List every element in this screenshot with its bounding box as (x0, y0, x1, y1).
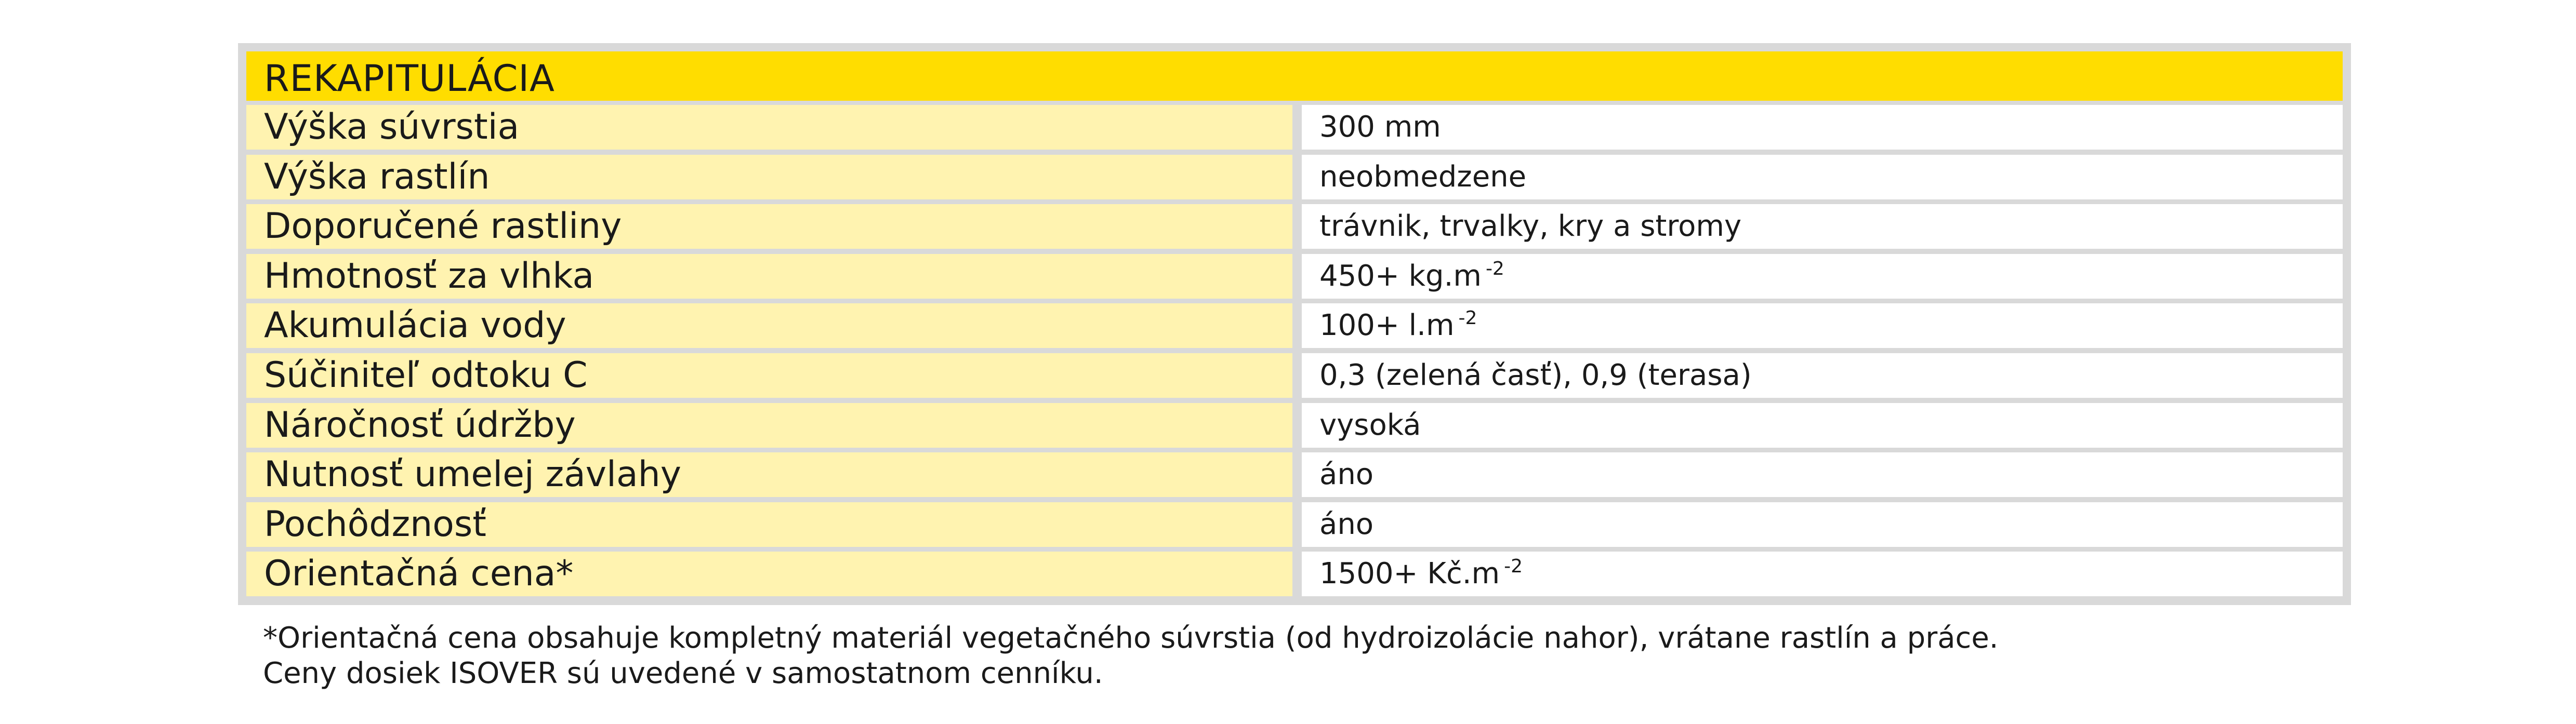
row-label: Výška súvrstia (246, 105, 1292, 150)
row-value (1302, 403, 2343, 448)
unit-exponent: -2 (1458, 307, 1477, 329)
row-value (1302, 105, 2343, 150)
row-label: Výška rastlín (246, 155, 1292, 199)
table-row (246, 155, 2343, 199)
table-row (246, 502, 2343, 547)
row-label: Súčiniteľ odtoku C (246, 353, 1292, 398)
row-label: Orientačná cena* (246, 552, 1292, 596)
row-value-text: 450+ kg.m (1319, 259, 1482, 293)
row-value (1302, 552, 2343, 596)
row-value (1302, 204, 2343, 249)
row-value (1302, 303, 2343, 348)
table-row (246, 105, 2343, 150)
unit-exponent: -2 (1485, 258, 1504, 279)
unit-exponent: -2 (1504, 556, 1523, 578)
row-value-text: 0,3 (zelená časť), 0,9 (terasa) (1319, 358, 1752, 392)
table-row (246, 254, 2343, 299)
row-value-text: áno (1319, 458, 1374, 492)
table-row (246, 353, 2343, 398)
row-value-text: 300 mm (1319, 110, 1441, 144)
row-label: Akumulácia vody (246, 303, 1292, 348)
recapitulation-table (238, 43, 2351, 605)
row-value (1302, 155, 2343, 199)
row-value-text: 1500+ Kč.m (1319, 557, 1500, 591)
row-value-text: 100+ l.m (1319, 309, 1455, 343)
row-value (1302, 353, 2343, 398)
table-row (246, 204, 2343, 249)
row-value (1302, 502, 2343, 547)
row-value (1302, 254, 2343, 299)
row-label: Náročnosť údržby (246, 403, 1292, 448)
row-label: Hmotnosť za vlhka (246, 254, 1292, 299)
table-rows (246, 105, 2343, 601)
row-value-text: áno (1319, 507, 1374, 541)
row-label: Nutnosť umelej závlahy (246, 452, 1292, 497)
row-value-text: vysoká (1319, 408, 1421, 442)
footnote-line: *Orientačná cena obsahuje kompletný materiál vegetačného súvrstia (od hydroizolácie nahor), vrátane rastlín a práce. (263, 621, 1999, 655)
row-label: Doporučené rastliny (246, 204, 1292, 249)
table-row (246, 303, 2343, 348)
row-label: Pochôdznosť (246, 502, 1292, 547)
row-value-text: trávnik, trvalky, kry a stromy (1319, 209, 1742, 244)
table-row (246, 452, 2343, 497)
footnote-line: Ceny dosiek ISOVER sú uvedené v samostatnom cenníku. (263, 656, 1103, 690)
footnote (263, 621, 1999, 691)
table-header (246, 51, 2343, 101)
row-value (1302, 452, 2343, 497)
table-row (246, 403, 2343, 448)
table-row (246, 552, 2343, 596)
row-value-text: neobmedzene (1319, 159, 1527, 194)
table-title: REKAPITULÁCIA (264, 57, 555, 100)
